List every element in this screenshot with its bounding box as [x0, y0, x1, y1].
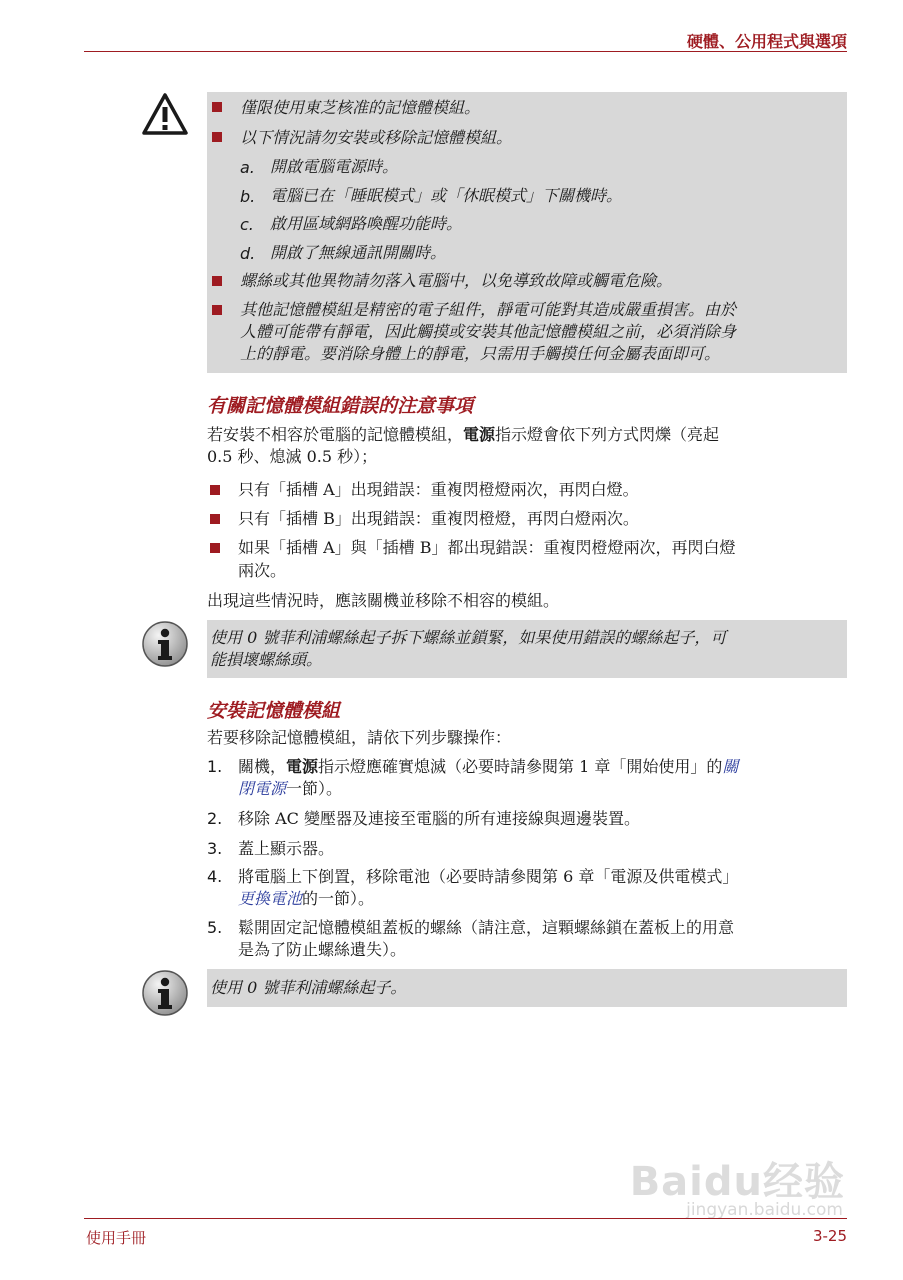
link-power-off[interactable]: 閉電源 [238, 779, 287, 798]
bullet-square [210, 543, 220, 553]
warning-item: 螺絲或其他異物請勿落入電腦中，以免導致故障或觸電危險。 [240, 271, 673, 290]
page-number: 3-25 [812, 1227, 847, 1245]
sub-item-letter: c. [240, 215, 254, 234]
sub-item-text: 開啟電腦電源時。 [270, 157, 399, 176]
section-intro: 若要移除記憶體模組，請依下列步驟操作： [207, 728, 512, 747]
step-text: 鬆開固定記憶體模組蓋板的螺絲（請注意，這顆螺絲鎖在蓋板上的用意 是為了防止螺絲遺失）。 [238, 918, 735, 959]
error-bullet: 只有「插槽 A」出現錯誤：重複閃橙燈兩次，再閃白燈。 [238, 480, 639, 499]
footer-manual-title: 使用手冊 [86, 1229, 147, 1247]
note-text: 能損壞螺絲頭。 [210, 650, 323, 669]
warning-item: 其他記憶體模組是精密的電子組件，靜電可能對其造成嚴重損害。由於 [240, 300, 737, 319]
bullet-square [212, 305, 222, 315]
footer-divider [84, 1218, 847, 1219]
sub-item-text: 啟用區域網路喚醒功能時。 [270, 214, 463, 233]
sub-item-text: 電腦已在「睡眠模式」或「休眠模式」下關機時。 [270, 186, 623, 205]
bullet-square [210, 485, 220, 495]
step-number: 3. [207, 839, 223, 858]
sub-item-letter: a. [240, 158, 255, 177]
watermark-url: jingyan.baidu.com [686, 1200, 843, 1220]
info-icon [141, 969, 189, 1021]
step-number: 5. [207, 918, 223, 937]
sub-item-text: 開啟了無線通訊開關時。 [270, 243, 447, 262]
bullet-square [212, 102, 222, 112]
link-replace-battery[interactable]: 更換電池 [238, 889, 303, 908]
step-number: 1. [207, 757, 223, 776]
step-number: 4. [207, 867, 223, 886]
step-text: 將電腦上下倒置，移除電池（必要時請參閱第 6 章「電源及供電模式」 更換電池的一節）。 [238, 867, 739, 908]
link-power-off[interactable]: 關 [722, 757, 739, 776]
step-text: 關機，電源指示燈應確實熄滅（必要時請參閱第 1 章「開始使用」的關 閉電源一節）。 [238, 757, 739, 798]
bullet-square [210, 514, 220, 524]
warning-triangle-icon [141, 92, 189, 140]
error-bullet: 只有「插槽 B」出現錯誤：重複閃橙燈，再閃白燈兩次。 [238, 509, 639, 528]
bullet-square [212, 132, 222, 142]
step-text: 蓋上顯示器。 [238, 839, 335, 858]
watermark-logo: Baidu经验 [629, 1159, 845, 1205]
sub-item-letter: b. [240, 187, 256, 206]
page-header-title: 硬體、公用程式與選項 [686, 32, 847, 51]
section-heading: 有關記憶體模組錯誤的注意事項 [207, 395, 474, 417]
info-icon [141, 620, 189, 672]
note-text: 使用 0 號菲利浦螺絲起子。 [210, 978, 407, 997]
section-closing: 出現這些情況時，應該關機並移除不相容的模組。 [207, 591, 560, 610]
warning-item-cont: 上的靜電。要消除身體上的靜電，只需用手觸摸任何金屬表面即可。 [240, 344, 721, 363]
section-heading: 安裝記憶體模組 [207, 700, 341, 722]
error-bullet-cont: 兩次。 [238, 561, 287, 580]
error-bullet: 如果「插槽 A」與「插槽 B」都出現錯誤：重複閃橙燈兩次，再閃白燈 [238, 538, 736, 557]
step-text: 移除 AC 變壓器及連接至電腦的所有連接線與週邊裝置。 [238, 809, 640, 828]
warning-item-cont: 人體可能帶有靜電，因此觸摸或安裝其他記憶體模組之前，必須消除身 [240, 322, 737, 341]
header-divider [84, 51, 847, 52]
section-intro: 若安裝不相容於電腦的記憶體模組，電源指示燈會依下列方式閃爍（亮起 0.5 秒、熄滅 0.5 秒）； [207, 425, 720, 466]
warning-item: 僅限使用東芝核准的記憶體模組。 [240, 98, 481, 117]
bullet-square [212, 276, 222, 286]
note-text: 使用 0 號菲利浦螺絲起子拆下螺絲並鎖緊，如果使用錯誤的螺絲起子，可 [210, 628, 727, 647]
warning-item: 以下情況請勿安裝或移除記憶體模組。 [240, 128, 513, 147]
step-number: 2. [207, 809, 223, 828]
sub-item-letter: d. [240, 244, 256, 263]
